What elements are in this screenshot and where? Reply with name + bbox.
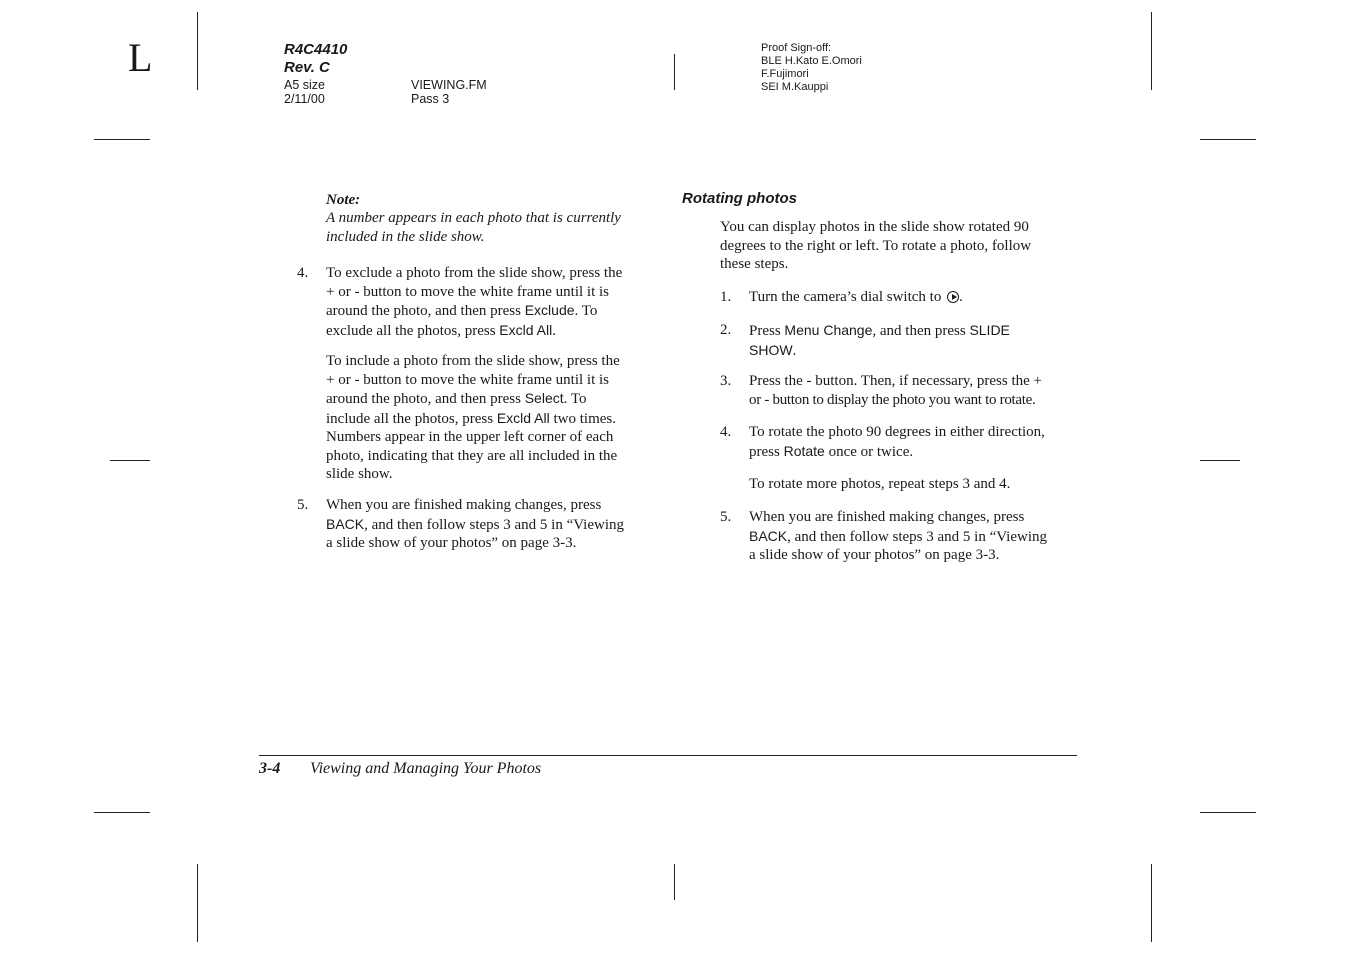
step-number: 4. — [297, 265, 309, 281]
text-line: photo, indicating that they are all included in the — [326, 447, 618, 464]
step-number: 4. — [720, 424, 732, 440]
menu-key: Excld All — [496, 409, 550, 426]
crop-mark — [1200, 460, 1240, 461]
text-line: these steps. — [720, 256, 789, 272]
text-line: BACK, and then follow steps 3 and 5 in “Viewing — [326, 515, 625, 533]
signoff-line: BLE H.Kato E.Omori — [761, 55, 862, 67]
text-line: Numbers appear in the upper left corner of each — [326, 429, 614, 445]
note-line: A number appears in each photo that is currently — [326, 210, 621, 226]
step-4-extra: To rotate more photos, repeat steps 3 and 4. — [749, 476, 1011, 492]
crop-mark — [674, 54, 675, 90]
text-line: Press Menu Change, and then press SLIDE — [749, 322, 1010, 339]
step-number: 5. — [720, 509, 732, 525]
signoff-title: Proof Sign-off: — [761, 42, 832, 54]
playback-mode-icon — [947, 291, 959, 303]
step-4-exclude — [326, 264, 666, 340]
menu-key: Select — [524, 390, 564, 406]
step-4-include — [326, 352, 666, 484]
text-line: You can display photos in the slide show rotated 90 — [720, 219, 1029, 235]
text-line: a slide show of your photos” on page 3-3. — [749, 547, 1000, 563]
doc-pass: Pass 3 — [411, 92, 450, 106]
menu-key: Excld All — [499, 321, 553, 338]
page-number: 3-4 — [259, 760, 281, 777]
step-number: 3. — [720, 373, 732, 389]
text-line: around the photo, and then press Exclude. To — [326, 302, 598, 319]
text-line: a slide show of your photos” on page 3-3. — [326, 535, 577, 551]
page-side-letter: L — [128, 35, 153, 80]
text-line: or - button to display the photo you want to rotate. — [749, 391, 1036, 408]
step-5-right — [749, 508, 1089, 565]
doc-file: VIEWING.FM — [411, 78, 487, 92]
section-heading: Rotating photos — [682, 190, 797, 207]
doc-revision: Rev. C — [284, 59, 330, 76]
crop-mark — [674, 864, 675, 900]
menu-key: SLIDE — [969, 322, 1010, 338]
note-title: Note: — [326, 192, 361, 208]
crop-mark — [1151, 864, 1152, 942]
text-line: + or - button to move the white frame until it is — [326, 371, 609, 388]
menu-key: BACK — [326, 515, 365, 532]
note-line: included in the slide show. — [326, 228, 485, 245]
menu-key: BACK — [749, 527, 788, 544]
text-line: When you are finished making changes, press — [326, 497, 602, 513]
doc-code: R4C4410 — [284, 41, 348, 58]
crop-mark — [94, 812, 150, 813]
text-line: Press the - button. Then, if necessary, press the + — [749, 373, 1042, 389]
crop-mark — [110, 460, 150, 461]
step-3 — [749, 372, 1089, 409]
menu-key: Rotate — [783, 442, 825, 459]
signoff-line: SEI M.Kauppi — [761, 81, 829, 93]
proof-signoff — [761, 42, 862, 94]
text-line: degrees to the right or left. To rotate a photo, follow — [720, 237, 1032, 254]
signoff-line: F.Fujimori — [761, 68, 809, 80]
crop-mark — [1151, 12, 1152, 90]
text-line: To exclude a photo from the slide show, press the — [326, 265, 623, 281]
menu-key: Menu Change — [784, 322, 873, 338]
intro-paragraph — [720, 218, 1080, 274]
menu-key: SHOW — [749, 341, 793, 358]
step-4-rotate — [749, 423, 1089, 461]
step-2 — [749, 321, 1079, 360]
step-number: 1. — [720, 289, 732, 305]
text-line: + or - button to move the white frame until it is — [326, 283, 609, 300]
crop-mark — [197, 12, 198, 90]
text-line: slide show. — [326, 466, 393, 482]
menu-key: Exclude — [524, 302, 575, 318]
crop-mark — [1200, 812, 1256, 813]
text-line: To include a photo from the slide show, press the — [326, 353, 620, 369]
note-block — [326, 191, 666, 246]
crop-mark — [1200, 139, 1256, 140]
text-line: around the photo, and then press Select. To — [326, 390, 587, 407]
step-number: 2. — [720, 322, 732, 338]
text-line: SHOW. — [749, 341, 797, 359]
step-number: 5. — [297, 497, 309, 513]
footer-rule — [259, 755, 1077, 756]
chapter-title: Viewing and Managing Your Photos — [310, 760, 542, 777]
crop-mark — [94, 139, 150, 140]
step-5-left — [326, 496, 666, 553]
text-line: exclude all the photos, press Excld All. — [326, 321, 556, 339]
text-line: include all the photos, press Excld All two times. — [326, 409, 616, 427]
text-line: press Rotate once or twice. — [749, 442, 914, 460]
doc-date: 2/11/00 — [284, 92, 325, 106]
text-line: BACK, and then follow steps 3 and 5 in “Viewing — [749, 527, 1048, 545]
step-1: Turn the camera’s dial switch to . — [749, 289, 963, 305]
text-line: When you are finished making changes, press — [749, 509, 1025, 525]
doc-size: A5 size — [284, 78, 325, 92]
text-line: To rotate the photo 90 degrees in either direction, — [749, 424, 1045, 440]
crop-mark — [197, 864, 198, 942]
